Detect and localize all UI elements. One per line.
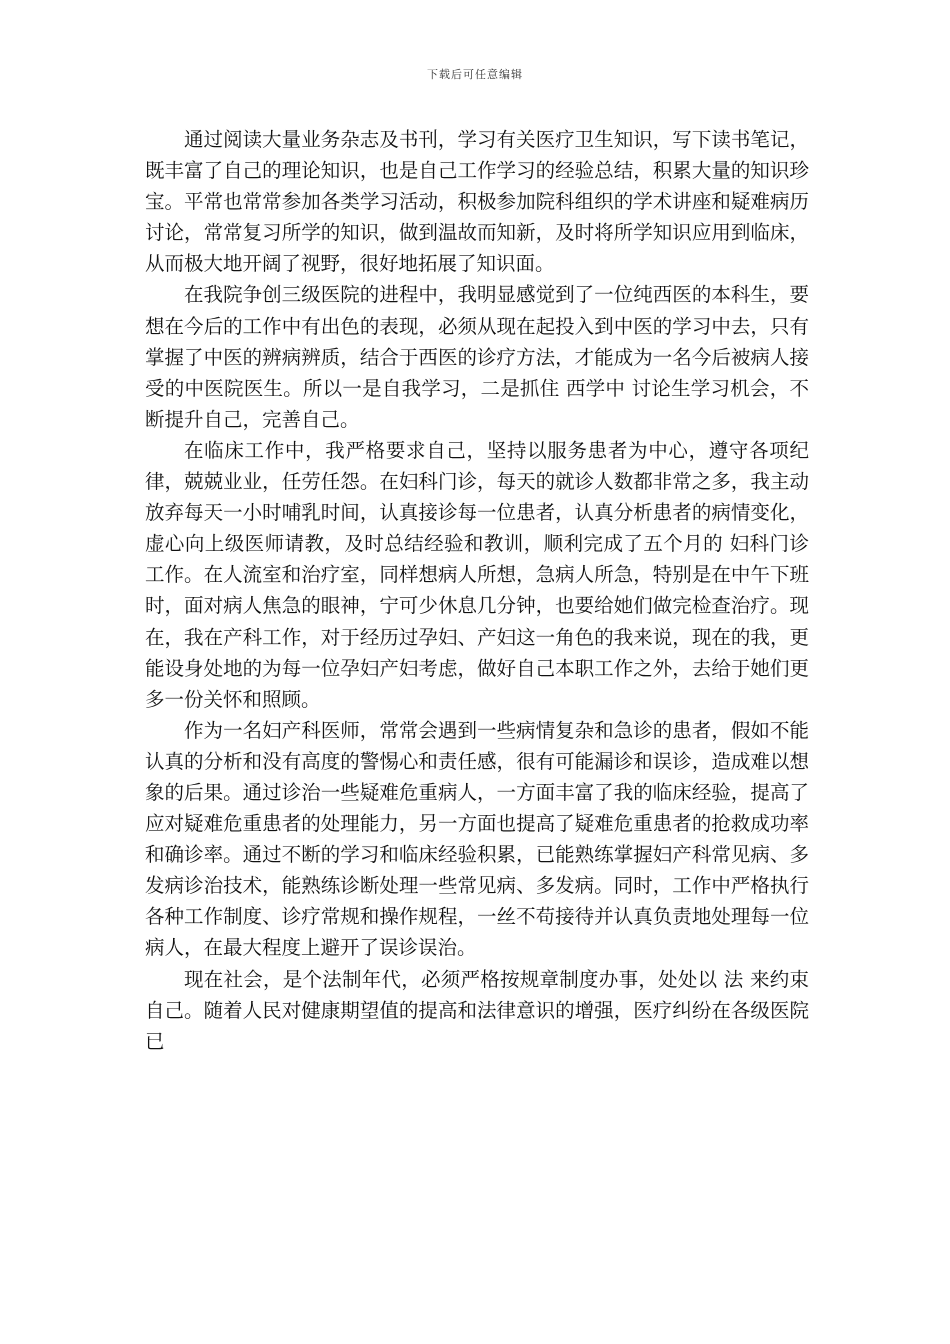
paragraph-clinical-work: 在临床工作中，我严格要求自己，坚持以服务患者为中心，遵守各项纪律，兢兢业业，任劳任怨。在妇科门诊，每天的就诊人数都非常之多，我主动放弃每天一小时哺乳时间，认真接诊每一位患者，认真分析患者的病情变化，虚心向上级医师请教，及时总结经验和教训，顺利完成了五个月的 妇科门诊工作。在人流室和治疗室，同样想病人所想，急病人所急，特别是在中午下班时，面对病人焦急的眼神，宁可少休息几分钟，也要给她们做完检查治疗。现在，我在产科工作，对于经历过孕妇、产妇这一角色的我来说，现在的我，更能设身处地的为每一位孕妇产妇考虑，做好自己本职工作之外，去给于她们更多一份关怀和照顾。 — [145, 438, 809, 711]
paragraph-tcm-learning: 在我院争创三级医院的进程中，我明显感觉到了一位纯西医的本科生，要想在今后的工作中有出色的表现，必须从现在起投入到中医的学习中去，只有掌握了中医的辨病辨质，结合于西医的诊疗方法，才能成为一名今后被病人接受的中医院医生。所以一是自我学习，二是抓住 西学中 讨论生学习机会，不断提升自己，完善自己。 — [145, 283, 809, 431]
document-body — [145, 124, 809, 1057]
page-header: 下载后可任意编辑 — [427, 68, 523, 81]
paragraph-legal-awareness: 现在社会，是个法制年代，必须严格按规章制度办事，处处以 法 来约束自己。随着人民对健康期望值的提高和法律意识的增强，医疗纠纷在各级医院已 — [145, 967, 809, 1053]
paragraph-reading-study: 通过阅读大量业务杂志及书刊，学习有关医疗卫生知识，写下读书笔记，既丰富了自己的理论知识，也是自己工作学习的经验总结，积累大量的知识珍宝。平常也常常参加各类学习活动，积极参加院科组织的学术讲座和疑难病历讨论，常常复习所学的知识，做到温故而知新，及时将所学知识应用到临床，从而极大地开阔了视野，很好地拓展了知识面。 — [145, 128, 809, 276]
paragraph-obstetrics-experience: 作为一名妇产科医师，常常会遇到一些病情复杂和急诊的患者，假如不能认真的分析和没有高度的警惕心和责任感，很有可能漏诊和误诊，造成难以想象的后果。通过诊治一些疑难危重病人，一方面丰富了我的临床经验，提高了应对疑难危重患者的处理能力，另一方面也提高了疑难危重患者的抢救成功率和确诊率。通过不断的学习和临床经验积累，已能熟练掌握妇产科常见病、多发病诊治技术，能熟练诊断处理一些常见病、多发病。同时，工作中严格执行各种工作制度、诊疗常规和操作规程，一丝不苟接待并认真负责地处理每一位病人，在最大程度上避开了误诊误治。 — [145, 718, 809, 960]
